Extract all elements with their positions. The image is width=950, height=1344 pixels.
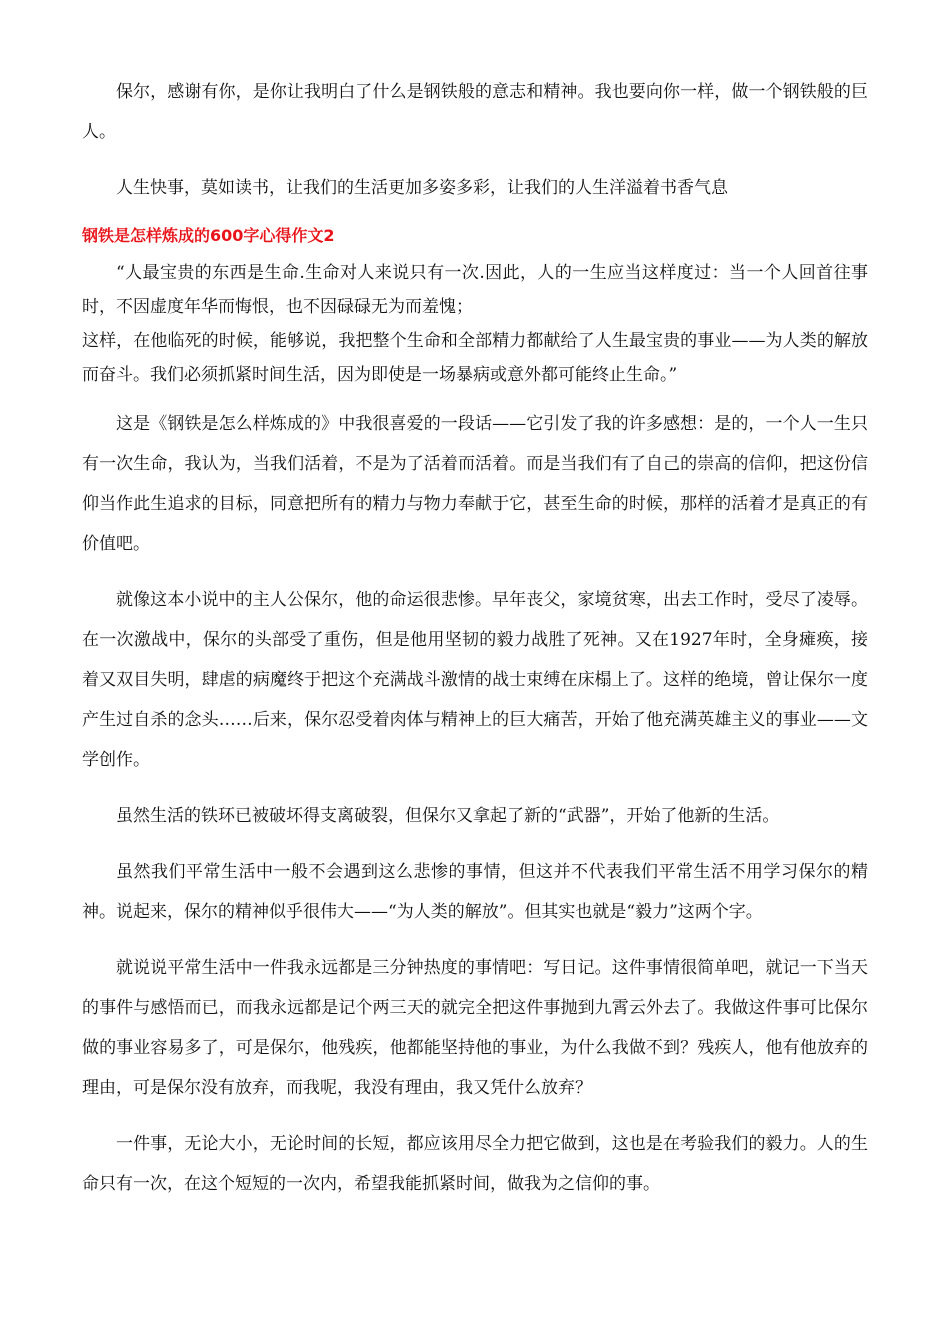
- document-body: [82, 72, 868, 1220]
- paragraph-diary: 就说说平常生活中一件我永远都是三分钟热度的事情吧：写日记。这件事情很简单吧，就记一下当天的事件与感悟而已，而我永远都是记个两三天的就完全把这件事抛到九霄云外去了。我做这件事可比保尔做的事业容易多了，可是保尔，他残疾，他都能坚持他的事业，为什么我做不到？残疾人，他有他放弃的理由，可是保尔没有放弃，而我呢，我没有理由，我又凭什么放弃？: [82, 958, 868, 1098]
- quote-line-1: “人最宝贵的东西是生命.生命对人来说只有一次.因此，人的一生应当这样度过：当一个人回首往事时，不因虚度年华而悔恨，也不因碌碌无为而羞愧；: [82, 263, 868, 317]
- paragraph-reflection: 这是《钢铁是怎么样炼成的》中我很喜爱的一段话——它引发了我的许多感想：是的，一个人一生只有一次生命，我认为，当我们活着，不是为了活着而活着。而是当我们有了自己的崇高的信仰，把这份信仰当作此生追求的目标，同意把所有的精力与物力奉献于它，甚至生命的时候，那样的活着才是真正的有价值吧。: [82, 414, 868, 554]
- paragraph-new-weapon: 虽然生活的铁环已被破坏得支离破裂，但保尔又拿起了新的“武器”，开始了他新的生活。: [116, 806, 780, 826]
- paragraph-reading-joy: 人生快事，莫如读书，让我们的生活更加多姿多彩，让我们的人生洋溢着书香气息: [116, 178, 728, 198]
- section-heading: 钢铁是怎样炼成的600字心得作文2: [82, 226, 335, 245]
- paragraph-thanks-paul: 保尔，感谢有你，是你让我明白了什么是钢铁般的意志和精神。我也要向你一样，做一个钢铁般的巨人。: [82, 82, 868, 142]
- paragraph-conclusion: 一件事，无论大小，无论时间的长短，都应该用尽全力把它做到，这也是在考验我们的毅力。人的生命只有一次，在这个短短的一次内，希望我能抓紧时间，做我为之信仰的事。: [82, 1134, 868, 1194]
- paragraph-paul-fate: 就像这本小说中的主人公保尔，他的命运很悲惨。早年丧父，家境贫寒，出去工作时，受尽了凌辱。在一次激战中，保尔的头部受了重伤，但是他用坚韧的毅力战胜了死神。又在1927年时，全身瘫痪，接着又双目失明，肆虐的病魔终于把这个充满战斗激情的战士束缚在床榻上了。这样的绝境，曾让保尔一度产生过自杀的念头……后来，保尔忍受着肉体与精神上的巨大痛苦，开始了他充满英雄主义的事业——文学创作。: [82, 590, 868, 770]
- paragraph-perseverance: 虽然我们平常生活中一般不会遇到这么悲惨的事情，但这并不代表我们平常生活不用学习保尔的精神。说起来，保尔的精神似乎很伟大——“为人类的解放”。但其实也就是“毅力”这两个字。: [82, 862, 868, 922]
- quote-line-2: 这样，在他临死的时候，能够说，我把整个生命和全部精力都献给了人生最宝贵的事业——为人类的解放而奋斗。我们必须抓紧时间生活，因为即使是一场暴病或意外都可能终止生命。”: [82, 331, 868, 385]
